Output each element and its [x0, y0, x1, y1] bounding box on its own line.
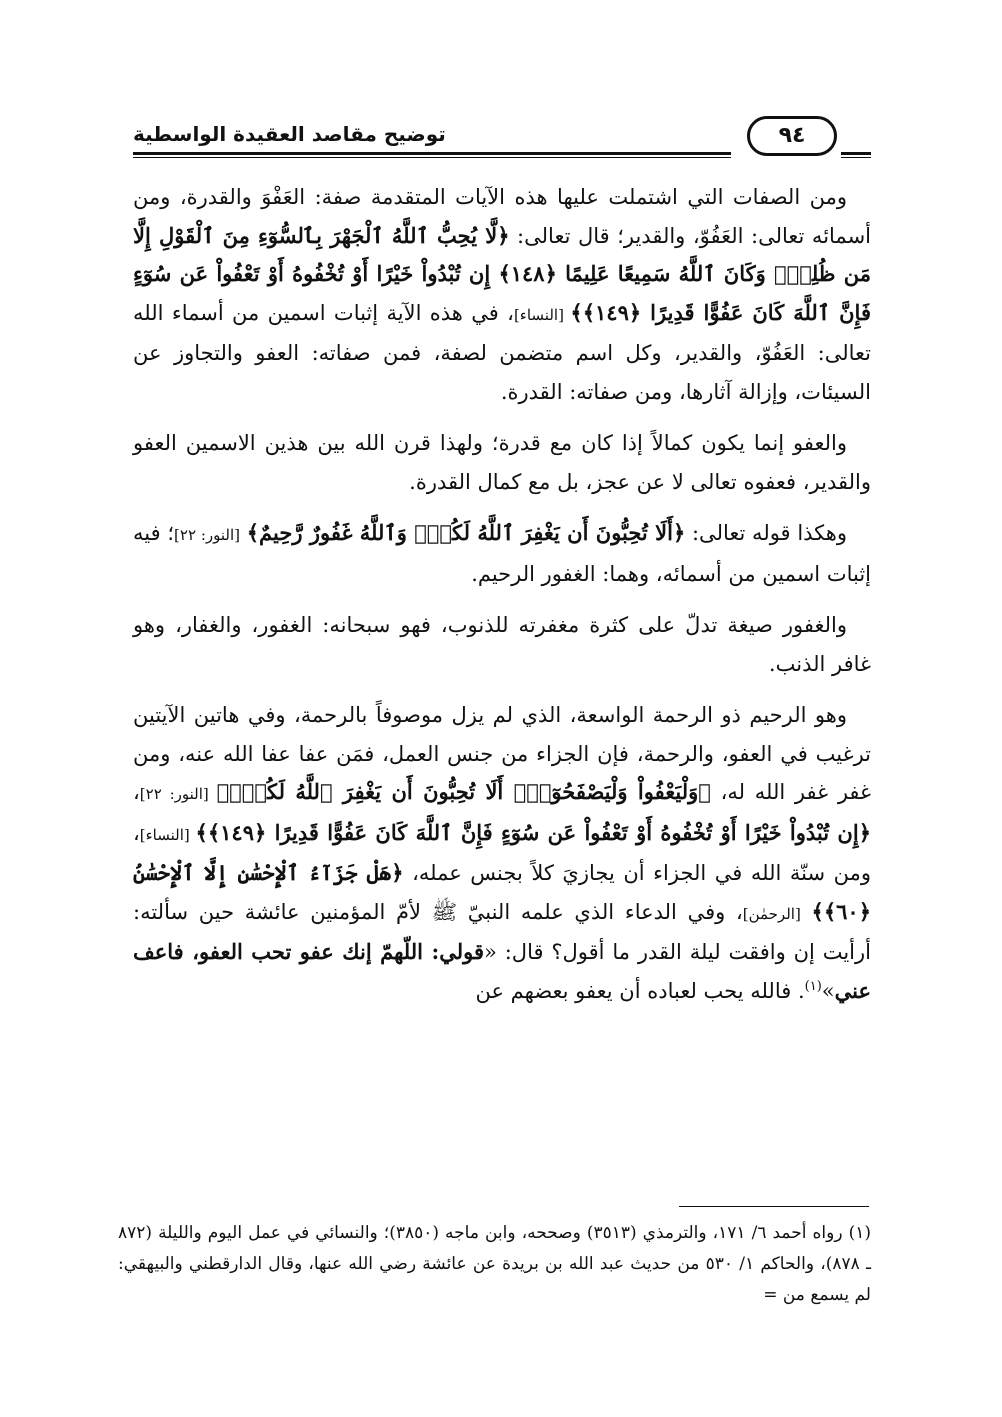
paragraph-5 — [133, 696, 871, 1010]
footnote-text: (١) رواه أحمد ٦/ ١٧١، والترمذي (٣٥١٣) وصححه، وابن ماجه (٣٨٥٠)؛ والنسائي في عمل اليوم والليلة (٨٧٢ ـ ٨٧٨)، والحاكم ١/ ٥٣٠ من حديث عبد الله بن بريدة عن عائشة رضي الله عنها، وقال الدارقطني والبيهقي: لم يسمع من = — [118, 1223, 871, 1305]
quran-verse: ﴿وَلْيَعْفُواْ وَلْيَصْفَحُوٓاْۗ أَلَا تُحِبُّونَ أَن يَغْفِرَ ٱللَّهُ لَكُمْۗ﴾ — [216, 779, 711, 804]
surah-reference: [الرحمٰن] — [742, 904, 801, 923]
footnote-marker[interactable]: (١) — [804, 978, 822, 994]
footnote-separator — [679, 1206, 869, 1207]
footnote — [118, 1218, 871, 1311]
text-span: » — [821, 978, 835, 1003]
text-span: ومن الصفات التي اشتملت عليها هذه الآيات المتقدمة صفة: العَفْوَ والقدرة، ومن أسمائه تعالى: العَفُوّ، والقدير؛ قال تعالى: — [133, 185, 872, 248]
surah-reference: [النساء] — [139, 825, 196, 844]
text-span: وهو الرحيم ذو الرحمة الواسعة، الذي لم يزل موصوفاً بالرحمة، وفي هاتين الآيتين ترغيب في العفو، والرحمة، فإن الجزاء من جنس العمل، فمَن عفا عفا الله عنه، ومن غفر غفر الله له، — [133, 703, 872, 804]
paragraph-2: والعفو إنما يكون كمالاً إذا كان مع قدرة؛ ولهذا قرن الله بين هذين الاسمين العفو والقدير، فعفوه تعالى لا عن عجز، بل مع كمال القدرة. — [133, 431, 871, 494]
quran-verse: ﴿إِن تُبْدُواْ خَيْرًا أَوْ تُخْفُوهُ أَوْ تَعْفُواْ عَن سُوٓءٍ فَإِنَّ ٱللَّهَ كَانَ عَفُوًّا قَدِيرًا ﴿١٤٩﴾﴾ — [195, 819, 871, 845]
page-header — [133, 112, 871, 162]
header-rule-thin — [133, 157, 731, 158]
text-span: ، ومن سنّة الله في الجزاء أن يجازيَ كلاً بجنس عمله، — [133, 820, 871, 885]
header-rule-right-thin — [841, 157, 871, 158]
text-span: ، — [133, 780, 140, 804]
header-rule — [133, 152, 731, 155]
quran-verse: ﴿أَلَا تُحِبُّونَ أَن يَغْفِرَ ٱللَّهُ لَكُمْۗ وَٱللَّهُ غَفُورٌ رَّحِيمٌ﴾ — [246, 520, 686, 545]
text-span: ، في هذه الآية إثبات اسمين من أسماء الله تعالى: العَفُوّ، والقدير، وكل اسم متضمن لصفة، فمن صفاته: العفو والتجاوز عن السيئات، وإزالة آثارها، ومن صفاته: القدرة. — [133, 300, 871, 404]
paragraph-4: والغفور صيغة تدلّ على كثرة مغفرته للذنوب، فهو سبحانه: الغفور، والغفار، وهو غافر الذنب. — [133, 613, 871, 676]
page-number: ٩٤ — [747, 116, 837, 156]
quran-verse: ﴿هَلْ جَزَآءُ ٱلْإِحْسَٰنِ إِلَّا ٱلْإِحْسَٰنُ ﴿٦٠﴾﴾ — [133, 860, 871, 924]
hadith-text: قولي: اللّهمّ إنك عفو تحب العفو، فاعف عني — [133, 939, 871, 1003]
surah-reference: [النور: ٢٢] — [174, 526, 240, 544]
quran-verse: ﴿لَّا يُحِبُّ ٱللَّهُ ٱلْجَهْرَ بِٱلسُّوٓءِ مِنَ ٱلْقَوْلِ إِلَّا مَن ظُلِمَۚ وَكَانَ ٱللَّهُ سَمِيعًا عَلِيمًا ﴿١٤٨﴾ إِن تُبْدُواْ خَيْرًا أَوْ تُخْفُوهُ أَوْ تَعْفُواْ عَن سُوٓءٍ فَإِنَّ ٱللَّهَ كَانَ عَفُوًّا قَدِيرًا ﴿١٤٩﴾﴾ — [133, 222, 871, 325]
paragraph-3 — [133, 514, 871, 593]
text-span: وهكذا قوله تعالى: — [685, 521, 847, 545]
paragraph-1 — [133, 178, 871, 411]
surah-reference: [النور: ٢٢] — [139, 785, 217, 803]
text-span: . فالله يحب لعباده أن يعفو بعضهم عن — [475, 978, 805, 1003]
text-span: ؛ فيه إثبات اسمين من أسمائه، وهما: الغفور الرحيم. — [133, 521, 871, 586]
surah-reference: [النساء] — [513, 305, 571, 324]
book-title: توضيح مقاصد العقيدة الواسطية — [133, 122, 446, 146]
header-rule-right — [841, 152, 871, 155]
main-text — [133, 178, 871, 1023]
text-span: ، وفي الدعاء الذي علمه النبيّ ﷺ لأمّ المؤمنين عائشة حين سألته: أرأيت إن وافقت ليلة القدر ما أقول؟ قال: « — [133, 899, 871, 964]
